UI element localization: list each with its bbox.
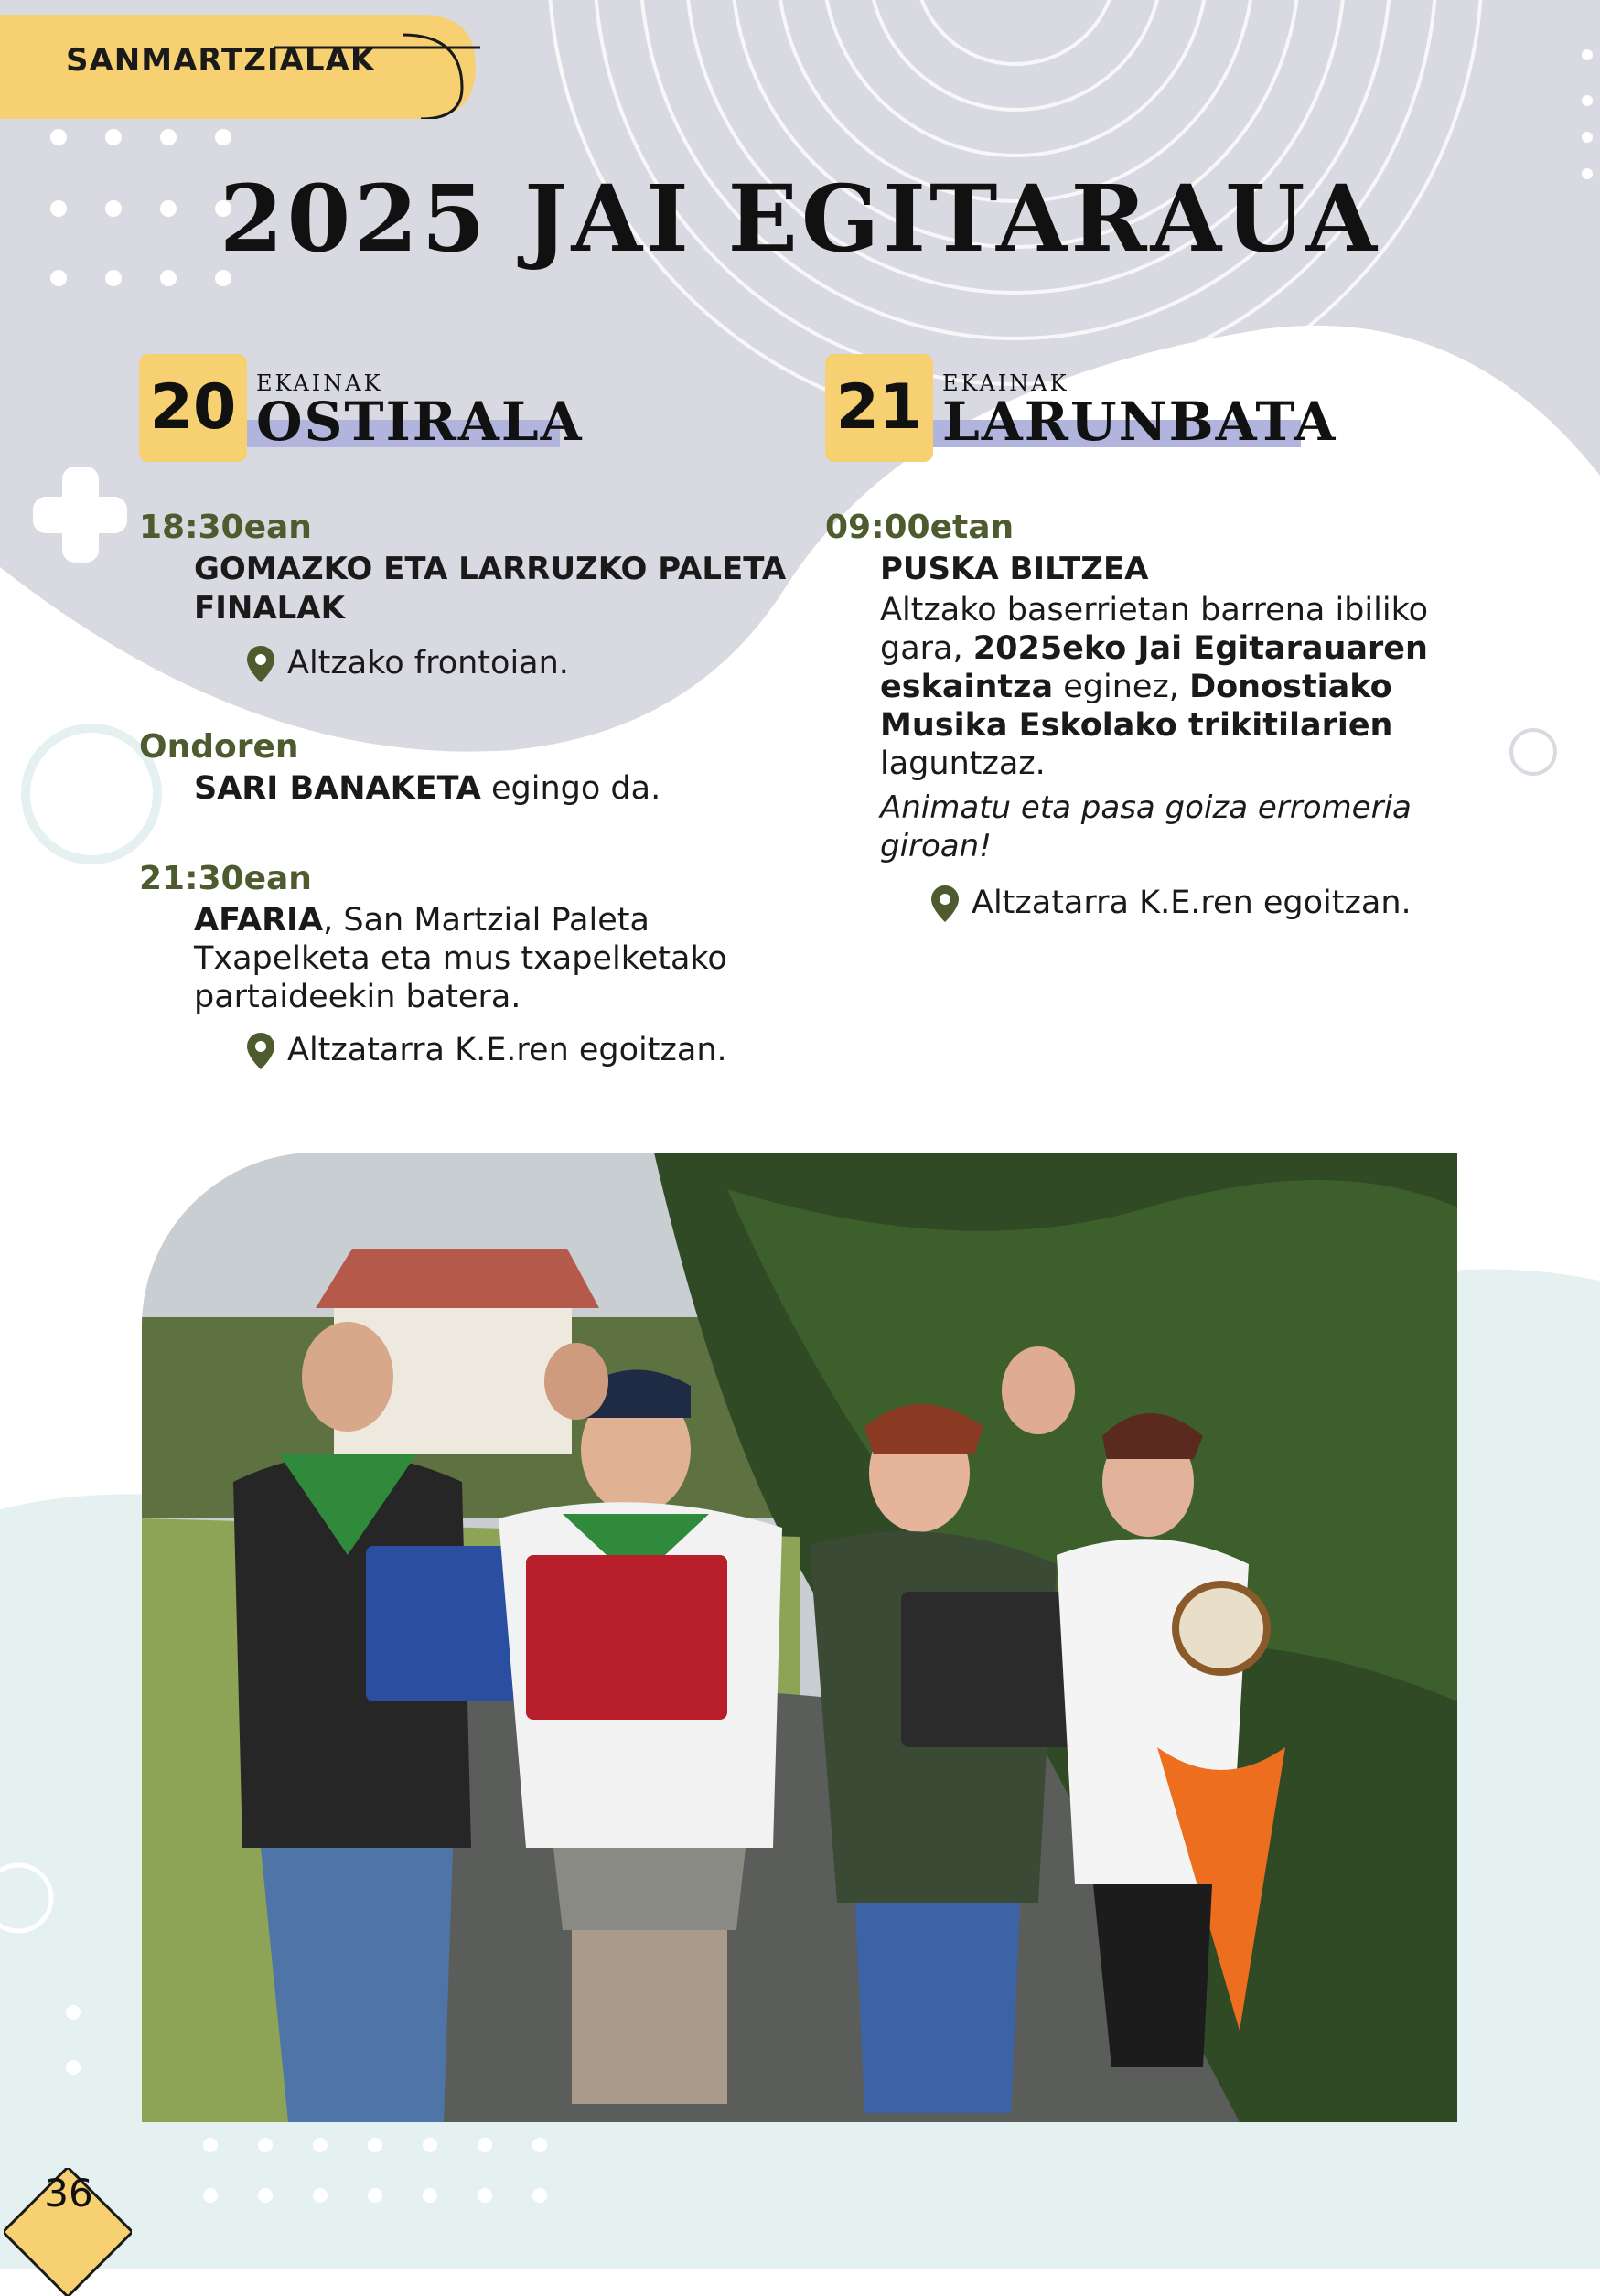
event-text: laguntzaz.: [880, 746, 1046, 782]
day-number: 21: [825, 354, 933, 462]
day-month: EKAINAK: [942, 370, 1069, 396]
event-item: [139, 728, 798, 808]
event-item: [139, 509, 798, 628]
event-description: [194, 901, 798, 1016]
event-location: [931, 884, 1412, 922]
day-weekday: OSTIRALA: [256, 391, 584, 453]
event-title: AFARIA: [194, 902, 324, 939]
event-highlight: Donostiako Musika Eskolako trikitilarien: [880, 669, 1393, 744]
page-title: 2025 JAI EGITARAUA: [220, 165, 1380, 273]
event-item: [825, 509, 1484, 865]
event-time: 09:00etan: [825, 509, 1015, 546]
event-time: Ondoren: [139, 728, 299, 766]
map-pin-icon: [247, 646, 274, 682]
event-text: eginez,: [1053, 669, 1190, 705]
event-description: [880, 591, 1466, 783]
event-text: Altzako baserrietan barrena ibiliko gara,: [880, 592, 1428, 667]
event-text: , San Martzial Paleta Txapelketa eta mus txapelketako partaideekin batera.: [194, 902, 727, 1015]
event-highlight: 2025eko Jai Egitarauaren eskaintza: [880, 630, 1428, 705]
event-title: PUSKA BILTZEA: [880, 551, 1149, 587]
event-title: SARI BANAKETA: [194, 770, 481, 807]
day-header-saturday: [825, 354, 1337, 464]
day-number: 20: [139, 354, 247, 462]
event-location: [247, 644, 569, 682]
event-title: GOMAZKO ETA LARRUZKO PALETA FINALAK: [194, 551, 787, 627]
event-note: Animatu eta pasa goiza erromeria giroan!: [880, 789, 1412, 864]
event-location-text: Altzako frontoian.: [287, 645, 569, 681]
day-month: EKAINAK: [256, 370, 383, 396]
event-time: 21:30ean: [139, 860, 312, 897]
event-location-text: Altzatarra K.E.ren egoitzan.: [972, 885, 1412, 921]
event-time: 18:30ean: [139, 509, 312, 546]
event-item: [139, 860, 798, 1016]
day-weekday: LARUNBATA: [942, 391, 1337, 453]
section-tag: SANMARTZIALAK: [66, 42, 376, 79]
page-number: 36: [44, 2171, 93, 2216]
event-description: [194, 769, 798, 808]
map-pin-icon: [931, 885, 959, 922]
event-photo: [142, 1153, 1457, 2122]
map-pin-icon: [247, 1033, 274, 1069]
event-text: egingo da.: [480, 770, 661, 807]
day-header-friday: [139, 354, 584, 464]
event-location: [247, 1031, 727, 1069]
event-location-text: Altzatarra K.E.ren egoitzan.: [287, 1032, 727, 1068]
